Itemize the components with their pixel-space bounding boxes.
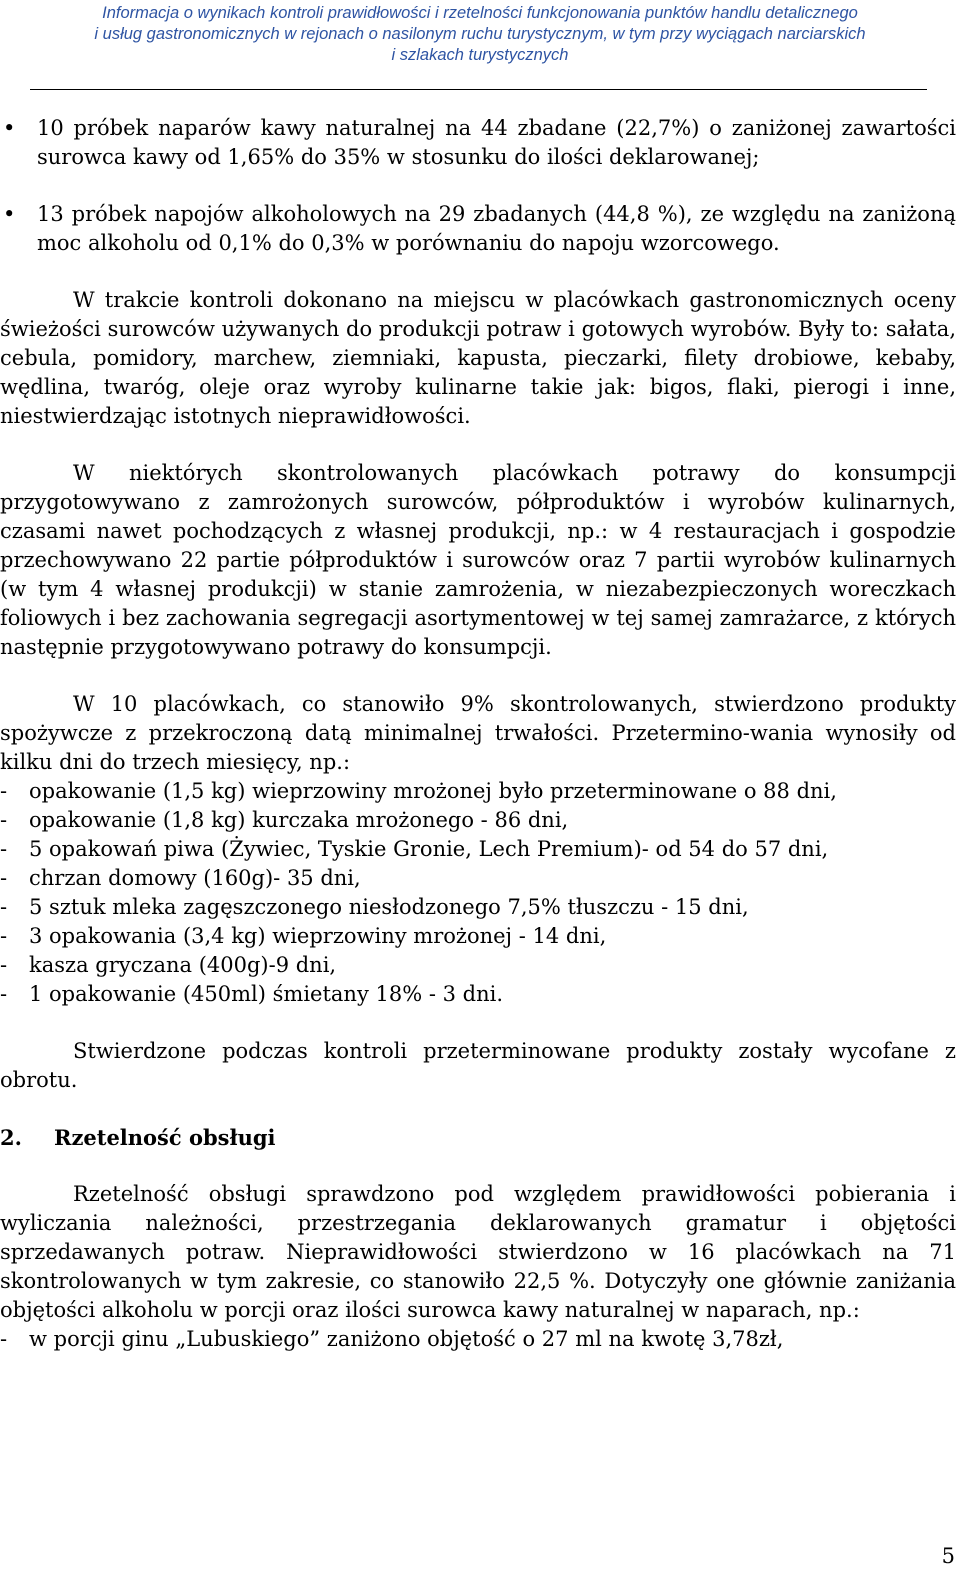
list-item: - 1 opakowanie (450ml) śmietany 18% - 3 dni.: [0, 982, 503, 1006]
section-heading: [0, 1123, 956, 1152]
paragraph-frozen: W niektórych skontrolowanych placówkach potrawy do konsumpcji przygotowywano z zamrożonych surowców, półproduktów i wyrobów kulinarnych, czasami nawet pochodzących z własnej produkcji, np.: w 4 restauracjach i gospodzie przechowywano 22 partie półproduktów i surowców oraz 7 partii wyrobów kulinarnych (w tym 4 własnej produkcji) w stanie zamrożenia, w niezabezpieczonych woreczkach foliowych i bez zachowania segregacji asortymentowej w tej samej zamrażarce, z których następnie przygotowywano potrawy do konsumpcji.: [0, 461, 956, 659]
service-items-list: [0, 1325, 956, 1354]
list-item: - opakowanie (1,5 kg) wieprzowiny mrożonej było przeterminowane o 88 dni,: [0, 779, 837, 803]
list-item: - 3 opakowania (3,4 kg) wieprzowiny mrożonej - 14 dni,: [0, 924, 607, 948]
bullet-item: [0, 114, 956, 172]
bullet-item: [0, 200, 956, 258]
paragraph-expired: W 10 placówkach, co stanowiło 9% skontrolowanych, stwierdzono produkty spożywcze z przekroczoną datą minimalnej trwałości. Przetermino-wania wynosiły od kilku dni do trzech miesięcy, np.:: [0, 692, 956, 774]
paragraph-service: Rzetelność obsługi sprawdzono pod względem prawidłowości pobierania i wyliczania należności, przestrzegania deklarowanych gramatur i objętości sprzedawanych potraw. Nieprawidłowości stwierdzono w 16 placówkach na 71 skontrolowanych w tym zakresie, co stanowiło 22,5 %. Dotyczyły one głównie zaniżania objętości alkoholu w porcji oraz ilości surowca kawy naturalnej w naparach, np.:: [0, 1182, 956, 1322]
paragraph-freshness: W trakcie kontroli dokonano na miejscu w placówkach gastronomicznych oceny świeżości surowców używanych do produkcji potraw i gotowych wyrobów. Były to: sałata, cebula, pomidory, marchew, ziemniaki, kapusta, pieczarki, filety drobiowe, kebaby, wędlina, twaróg, oleje oraz wyroby kulinarne takie jak: bigos, flaki, pierogi i inne, niestwierdzając istotnych nieprawidłowości.: [0, 288, 956, 428]
list-item: - 5 sztuk mleka zagęszczonego niesłodzonego 7,5% tłuszczu - 15 dni,: [0, 895, 749, 919]
list-item: - w porcji ginu „Lubuskiego” zaniżono objętość o 27 ml na kwotę 3,78zł,: [0, 1327, 784, 1351]
document-body: [0, 114, 956, 1354]
page-number: 5: [941, 1544, 955, 1568]
bullet-icon: •: [3, 202, 16, 226]
header-line-2: i usług gastronomicznych w rejonach o nasilonym ruchu turystycznym, w tym przy wyciągach narciarskich: [94, 25, 866, 43]
bullet-icon: •: [3, 116, 16, 140]
expired-items-list: [0, 777, 956, 1009]
running-header: [0, 0, 960, 66]
header-rule: [30, 89, 927, 90]
list-item: - chrzan domowy (160g)- 35 dni,: [0, 866, 361, 890]
paragraph-withdrawn: Stwierdzone podczas kontroli przeterminowane produkty zostały wycofane z obrotu.: [0, 1039, 956, 1092]
header-line-1: Informacja o wynikach kontroli prawidłowości i rzetelności funkcjonowania punktów handlu detalicznego: [102, 4, 858, 22]
header-line-3: i szlakach turystycznych: [391, 46, 569, 64]
bullet-text: 10 próbek naparów kawy naturalnej na 44 zbadane (22,7%) o zaniżonej zawartości surowca kawy od 1,65% do 35% w stosunku do ilości deklarowanej;: [37, 116, 956, 169]
section-number: 2.: [0, 1125, 22, 1150]
bullet-text: 13 próbek napojów alkoholowych na 29 zbadanych (44,8 %), ze względu na zaniżoną moc alkoholu od 0,1% do 0,3% w porównaniu do napoju wzorcowego.: [37, 202, 956, 255]
list-item: - 5 opakowań piwa (Żywiec, Tyskie Gronie, Lech Premium)- od 54 do 57 dni,: [0, 837, 829, 861]
list-item: - opakowanie (1,8 kg) kurczaka mrożonego - 86 dni,: [0, 808, 569, 832]
list-item: - kasza gryczana (400g)-9 dni,: [0, 953, 337, 977]
section-title: Rzetelność obsługi: [54, 1125, 276, 1150]
